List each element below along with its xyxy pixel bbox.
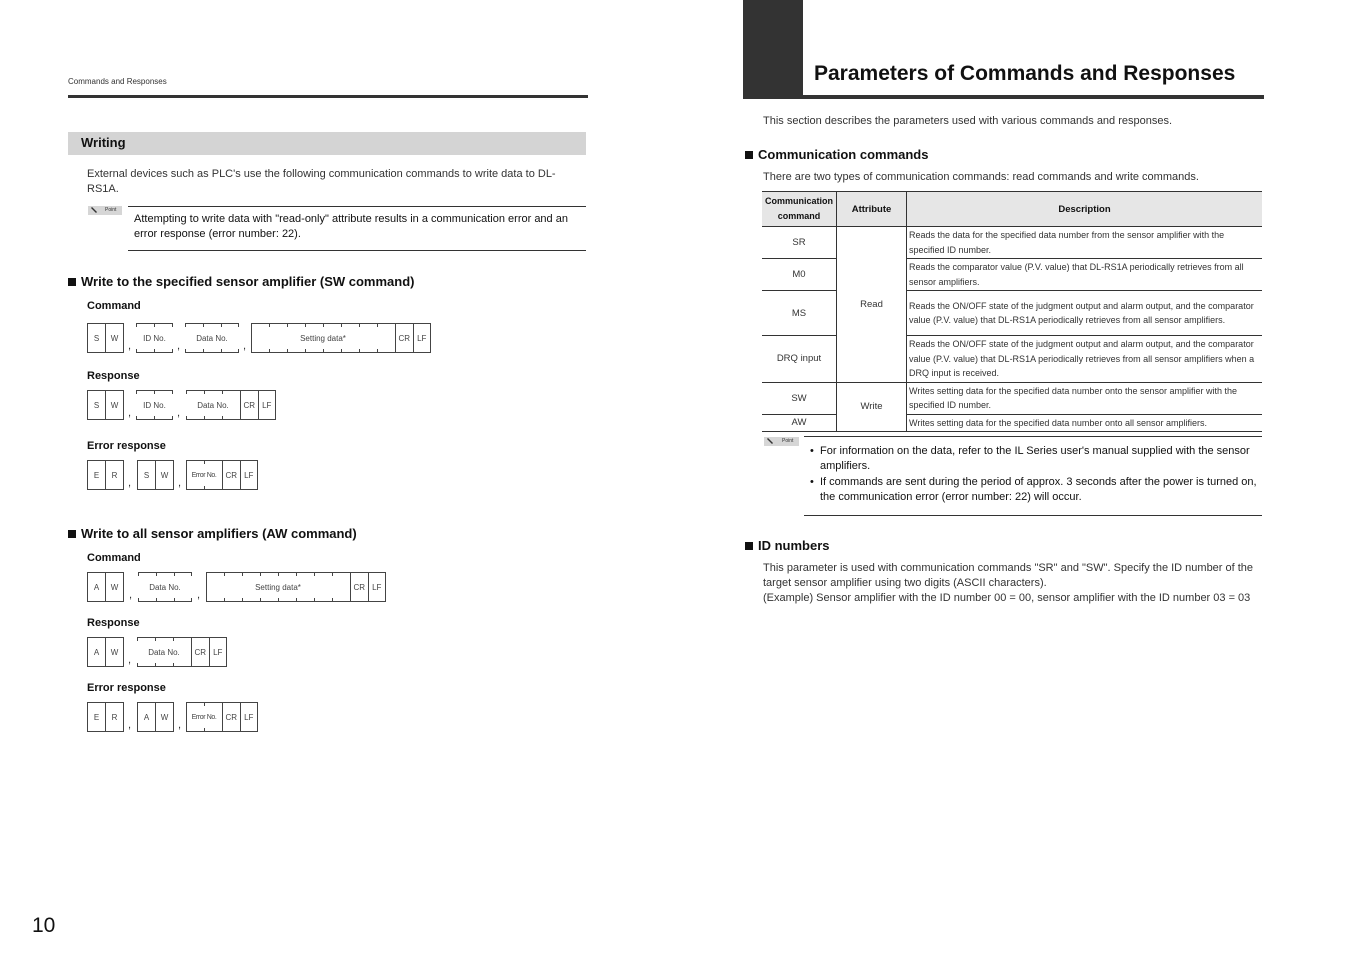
tick bbox=[186, 416, 187, 420]
frame-cell: Error No. bbox=[191, 471, 217, 479]
description-cell: Reads the ON/OFF state of the judgment output and alarm output, and the comparator value (P.V. value) that DL-RS1A periodically retrieves from all sensor amplifiers. bbox=[907, 291, 1263, 336]
frame-cell: S bbox=[88, 324, 106, 352]
frame-cell: A bbox=[88, 573, 106, 601]
tick bbox=[204, 728, 205, 732]
point-bullet: • For information on the data, refer to the IL Series user's manual supplied with the sensor amplifiers. bbox=[810, 444, 1260, 474]
description-cell: Reads the data for the specified data number from the sensor amplifier with the specified ID number. bbox=[907, 227, 1263, 259]
tick bbox=[203, 323, 204, 327]
running-header: Commands and Responses bbox=[68, 77, 167, 86]
tick bbox=[221, 323, 222, 327]
tick bbox=[138, 572, 139, 576]
pencil-icon bbox=[766, 438, 774, 446]
sw-response-label: Response bbox=[87, 370, 140, 382]
frame-cell: Data No. bbox=[196, 333, 228, 343]
command-cell: AW bbox=[762, 414, 837, 432]
sw-resp-header-frame bbox=[87, 390, 124, 420]
frame-cell: Data No. bbox=[148, 647, 180, 657]
aw-command-label: Command bbox=[87, 552, 141, 564]
delimiter: , bbox=[197, 589, 201, 601]
tick bbox=[305, 349, 306, 353]
square-bullet-icon bbox=[68, 278, 76, 286]
tick bbox=[172, 390, 173, 394]
sw-err-header-frame bbox=[87, 460, 124, 490]
tick bbox=[296, 598, 297, 602]
delimiter: , bbox=[128, 477, 132, 489]
frame-cell: W bbox=[110, 400, 119, 410]
frame-cell: S bbox=[138, 461, 156, 489]
delimiter: , bbox=[129, 589, 133, 601]
pencil-icon bbox=[90, 207, 98, 215]
tick bbox=[323, 349, 324, 353]
tick bbox=[341, 323, 342, 327]
sw-err-cmd-frame bbox=[137, 460, 174, 490]
tick bbox=[155, 663, 156, 667]
aw-cmd-data-frame bbox=[138, 572, 192, 602]
tick bbox=[260, 572, 261, 576]
tick bbox=[204, 486, 205, 490]
delimiter: , bbox=[243, 340, 247, 352]
id-text: This parameter is used with communication commands "SR" and "SW". Specify the ID number of the target sensor amplifier using two digits (ASCII characters). bbox=[763, 562, 1254, 589]
frame-cell: A bbox=[138, 703, 156, 731]
description-cell: Reads the comparator value (P.V. value) that DL-RS1A periodically retrieves from all sensor amplifiers. bbox=[907, 259, 1263, 291]
tick bbox=[136, 416, 137, 420]
tick bbox=[242, 598, 243, 602]
tick bbox=[314, 598, 315, 602]
tick bbox=[191, 572, 192, 576]
tick bbox=[136, 323, 137, 327]
point-rule-top bbox=[804, 436, 1262, 437]
title-rule bbox=[743, 95, 1264, 99]
frame-cell: E bbox=[88, 461, 106, 489]
frame-cell: W bbox=[110, 647, 119, 657]
frame-cell: E bbox=[88, 703, 106, 731]
writing-note: Attempting to write data with "read-only" attribute results in a communication error and an error response (error number: 22). bbox=[134, 213, 568, 240]
delimiter: , bbox=[128, 340, 132, 352]
tick bbox=[155, 637, 156, 641]
table-header-row bbox=[762, 192, 1262, 227]
writing-heading: Writing bbox=[81, 135, 126, 150]
frame-cell: Setting data* bbox=[300, 333, 346, 343]
tick bbox=[154, 390, 155, 394]
tick bbox=[172, 416, 173, 420]
frame-cell: CR bbox=[223, 461, 241, 489]
tick bbox=[269, 349, 270, 353]
tick bbox=[260, 598, 261, 602]
sw-cmd-crlf-frame bbox=[395, 323, 431, 353]
frame-edge bbox=[186, 702, 187, 732]
square-bullet-icon bbox=[68, 530, 76, 538]
sw-cmd-data-frame bbox=[185, 323, 239, 353]
point-rule-bottom bbox=[804, 515, 1262, 516]
command-cell: DRQ input bbox=[762, 336, 837, 383]
frame-cell: LF bbox=[372, 582, 382, 592]
table-row bbox=[762, 227, 1262, 259]
writing-intro: External devices such as PLC's use the following communication commands to write data to DL-RS1A. bbox=[87, 168, 556, 195]
aw-err-cmd-frame bbox=[137, 702, 174, 732]
tick bbox=[174, 598, 175, 602]
point-text: If commands are sent during the period of approx. 3 seconds after the power is turned on, the communication error (error number: 22) will occur. bbox=[820, 476, 1257, 503]
delimiter: , bbox=[128, 407, 132, 419]
frame-cell: W bbox=[160, 712, 169, 722]
note-rule-bottom bbox=[128, 250, 586, 251]
point-label: Point bbox=[105, 207, 117, 213]
sw-cmd-header-frame bbox=[87, 323, 124, 353]
command-cell: M0 bbox=[762, 259, 837, 291]
tick bbox=[359, 349, 360, 353]
tick bbox=[191, 598, 192, 602]
tick bbox=[222, 416, 223, 420]
delimiter: , bbox=[128, 654, 132, 666]
frame-edge bbox=[206, 572, 207, 602]
id-heading: ID numbers bbox=[745, 538, 830, 553]
frame-cell: LF bbox=[244, 470, 254, 480]
tick bbox=[314, 572, 315, 576]
tick bbox=[224, 598, 225, 602]
aw-resp-data-frame bbox=[137, 637, 191, 667]
tick bbox=[185, 323, 186, 327]
sw-resp-crlf-frame bbox=[240, 390, 276, 420]
tick bbox=[137, 637, 138, 641]
tick bbox=[173, 663, 174, 667]
attribute-cell: Read bbox=[837, 227, 907, 383]
tick bbox=[238, 349, 239, 353]
tick bbox=[204, 390, 205, 394]
frame-cell: CR bbox=[351, 573, 369, 601]
delimiter: , bbox=[178, 719, 182, 731]
tick bbox=[136, 349, 137, 353]
attribute-cell: Write bbox=[837, 382, 907, 432]
page-title: Parameters of Commands and Responses bbox=[814, 62, 1236, 85]
tick bbox=[204, 416, 205, 420]
frame-cell: LF bbox=[213, 647, 223, 657]
frame-cell: W bbox=[110, 333, 119, 343]
sw-command-label: Command bbox=[87, 300, 141, 312]
tick bbox=[156, 598, 157, 602]
sw-err-crlf-frame bbox=[222, 460, 258, 490]
frame-cell: LF bbox=[244, 712, 254, 722]
commands-table bbox=[762, 191, 1262, 432]
delimiter: , bbox=[178, 477, 182, 489]
tick bbox=[172, 349, 173, 353]
tick bbox=[136, 390, 137, 394]
tick bbox=[359, 323, 360, 327]
aw-cmd-crlf-frame bbox=[350, 572, 386, 602]
point-badge bbox=[88, 206, 122, 215]
tick bbox=[174, 572, 175, 576]
tick bbox=[138, 598, 139, 602]
aw-error-label: Error response bbox=[87, 682, 166, 694]
tick bbox=[341, 349, 342, 353]
frame-cell: CR bbox=[396, 324, 414, 352]
delimiter: , bbox=[177, 340, 181, 352]
tick bbox=[221, 349, 222, 353]
description-cell: Writes setting data for the specified data number onto all sensor amplifiers. bbox=[907, 414, 1263, 432]
aw-cmd-header-frame bbox=[87, 572, 124, 602]
frame-cell: S bbox=[88, 391, 106, 419]
tick bbox=[287, 323, 288, 327]
frame-cell: Setting data* bbox=[255, 582, 301, 592]
sw-resp-data-frame bbox=[186, 390, 240, 420]
tick bbox=[332, 598, 333, 602]
command-cell: SR bbox=[762, 227, 837, 259]
comm-heading: Communication commands bbox=[745, 147, 928, 162]
tick bbox=[156, 572, 157, 576]
point-badge bbox=[764, 437, 799, 446]
tick bbox=[203, 349, 204, 353]
frame-cell: A bbox=[88, 638, 106, 666]
frame-cell: W bbox=[110, 582, 119, 592]
frame-cell: W bbox=[160, 470, 169, 480]
tick bbox=[269, 323, 270, 327]
tick bbox=[154, 416, 155, 420]
frame-cell: CR bbox=[192, 638, 210, 666]
tick bbox=[305, 323, 306, 327]
table-row bbox=[762, 382, 1262, 414]
point-text: For information on the data, refer to the IL Series user's manual supplied with the sensor amplifiers. bbox=[820, 445, 1250, 472]
aw-err-crlf-frame bbox=[222, 702, 258, 732]
tick bbox=[287, 349, 288, 353]
description-cell: Reads the ON/OFF state of the judgment output and alarm output, and the comparator value (P.V. value) that DL-RS1A periodically retrieves from all sensor amplifiers when a DRQ input is received. bbox=[907, 336, 1263, 383]
delimiter: , bbox=[177, 407, 181, 419]
tick bbox=[278, 572, 279, 576]
tick bbox=[137, 663, 138, 667]
aw-resp-crlf-frame bbox=[191, 637, 227, 667]
aw-err-header-frame bbox=[87, 702, 124, 732]
tick bbox=[204, 460, 205, 464]
frame-cell: ID No. bbox=[143, 333, 166, 343]
tick bbox=[172, 323, 173, 327]
col-header-attribute: Attribute bbox=[837, 192, 907, 227]
writing-heading-bar bbox=[68, 132, 586, 155]
frame-edge bbox=[251, 323, 252, 353]
frame-edge bbox=[186, 460, 187, 490]
aw-resp-header-frame bbox=[87, 637, 124, 667]
tick bbox=[377, 349, 378, 353]
tick bbox=[186, 390, 187, 394]
right-intro: This section describes the parameters used with various commands and responses. bbox=[763, 115, 1173, 127]
tick bbox=[278, 598, 279, 602]
frame-cell: Data No. bbox=[197, 400, 229, 410]
col-header-description: Description bbox=[907, 192, 1263, 227]
tick bbox=[323, 323, 324, 327]
point-label: Point bbox=[782, 438, 794, 444]
header-rule bbox=[68, 95, 588, 98]
square-bullet-icon bbox=[745, 151, 753, 159]
frame-cell: LF bbox=[417, 333, 427, 343]
description-cell: Writes setting data for the specified data number onto the sensor amplifier with the specified ID number. bbox=[907, 382, 1263, 414]
title-tab-block bbox=[743, 0, 803, 99]
tick bbox=[377, 323, 378, 327]
frame-cell: CR bbox=[241, 391, 259, 419]
comm-intro: There are two types of communication commands: read commands and write commands. bbox=[763, 171, 1199, 183]
note-rule-top bbox=[128, 206, 586, 207]
frame-cell: CR bbox=[223, 703, 241, 731]
tick bbox=[154, 323, 155, 327]
tick bbox=[185, 349, 186, 353]
frame-cell: ID No. bbox=[143, 400, 166, 410]
frame-cell: R bbox=[111, 470, 118, 480]
sw-error-label: Error response bbox=[87, 440, 166, 452]
sw-heading: Write to the specified sensor amplifier (SW command) bbox=[68, 274, 415, 289]
tick bbox=[173, 637, 174, 641]
delimiter: , bbox=[128, 719, 132, 731]
tick bbox=[204, 702, 205, 706]
command-cell: SW bbox=[762, 382, 837, 414]
tick bbox=[296, 572, 297, 576]
command-cell: MS bbox=[762, 291, 837, 336]
aw-response-label: Response bbox=[87, 617, 140, 629]
tick bbox=[154, 349, 155, 353]
tick bbox=[224, 572, 225, 576]
page-number: 10 bbox=[32, 914, 56, 937]
tick bbox=[238, 323, 239, 327]
tick bbox=[222, 390, 223, 394]
tick bbox=[242, 572, 243, 576]
square-bullet-icon bbox=[745, 542, 753, 550]
point-bullet: • If commands are sent during the period of approx. 3 seconds after the power is turned on, the communication error (error number: 22) will occur. bbox=[810, 475, 1260, 505]
frame-cell: Data No. bbox=[149, 582, 181, 592]
col-header-command: Communication command bbox=[762, 192, 837, 227]
id-example: (Example) Sensor amplifier with the ID number 00 = 00, sensor amplifier with the ID number 03 = 03 bbox=[763, 592, 1251, 604]
frame-cell: R bbox=[111, 712, 118, 722]
tick bbox=[332, 572, 333, 576]
frame-cell: LF bbox=[262, 400, 272, 410]
aw-heading: Write to all sensor amplifiers (AW command) bbox=[68, 526, 357, 541]
frame-cell: Error No. bbox=[191, 713, 217, 721]
